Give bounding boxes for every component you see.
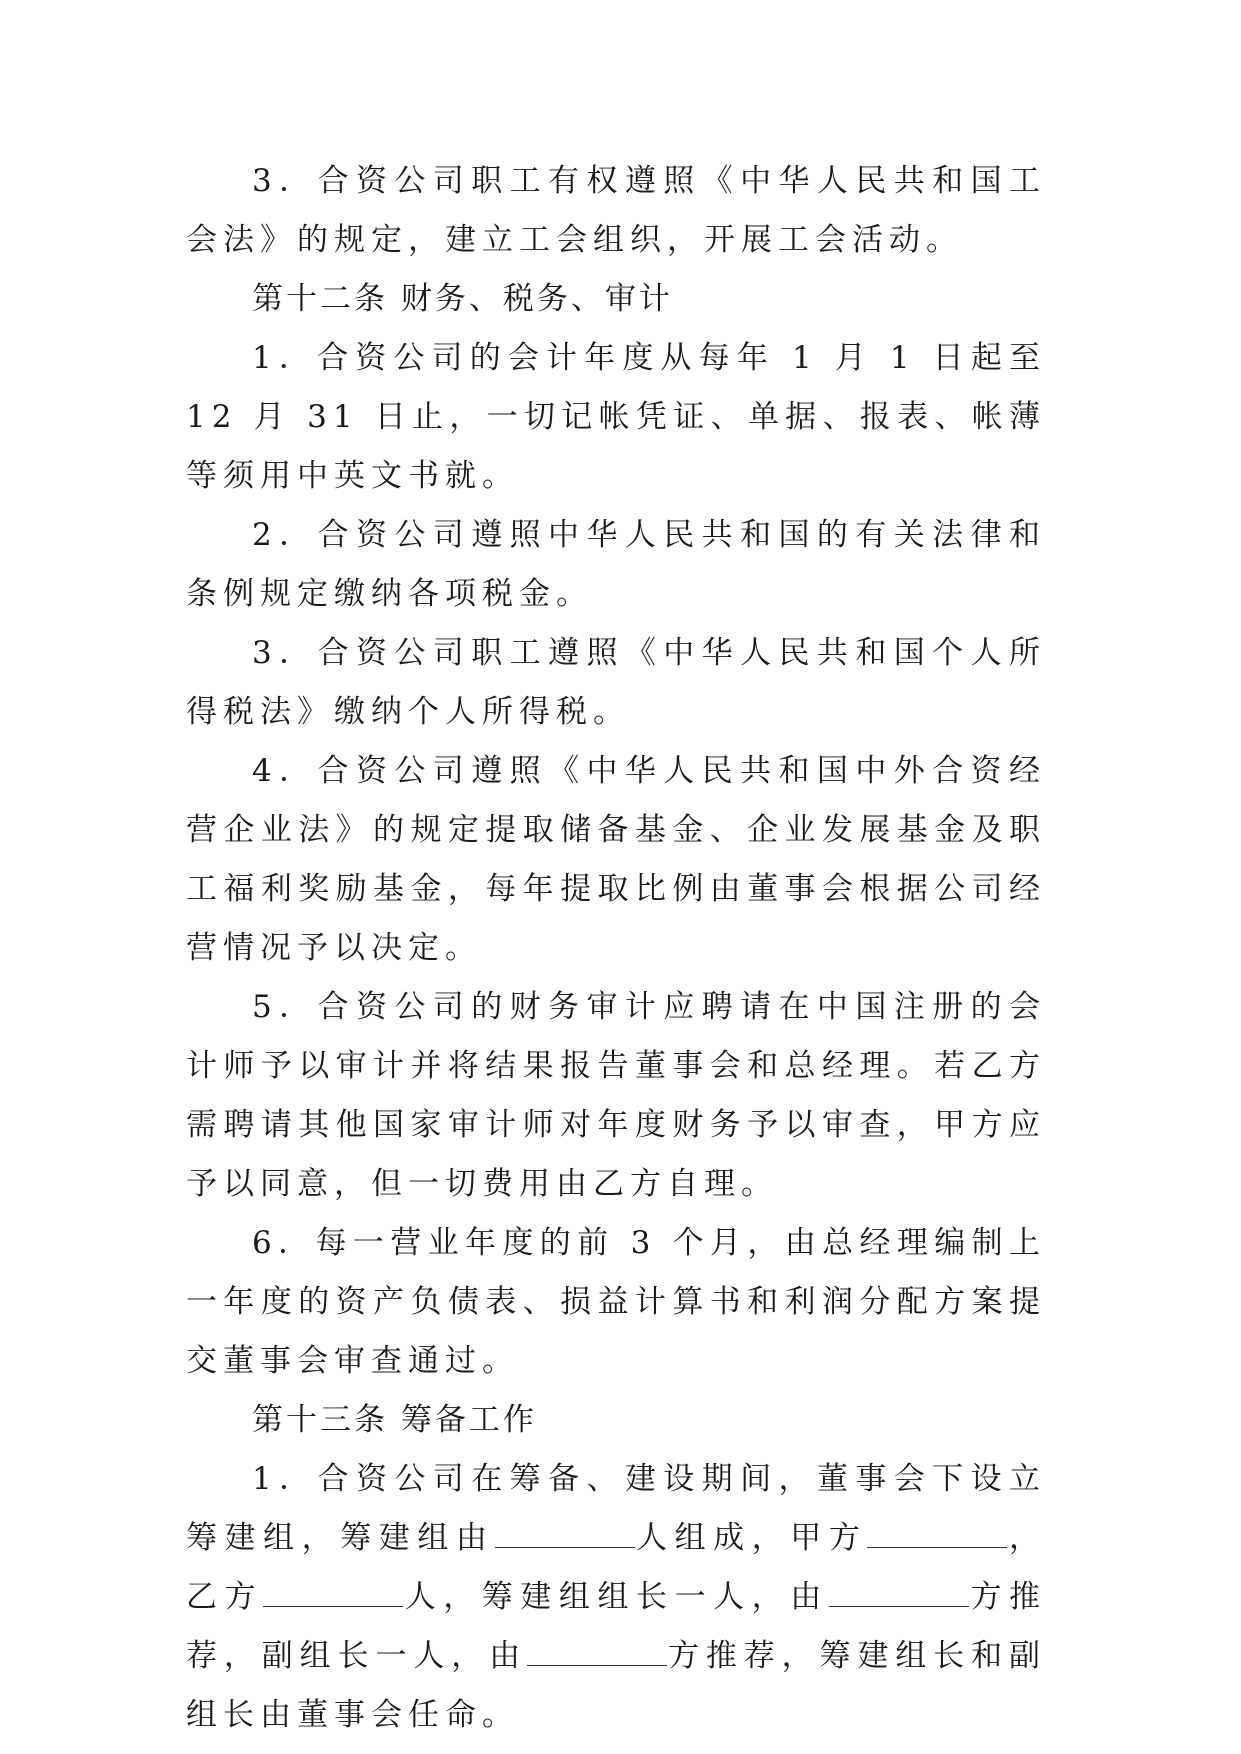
prep-text-1: 1．合资公司在筹备、建设期间，董事会下设立筹建组，筹建组由 (186, 1461, 1046, 1556)
blank-leader-party[interactable] (829, 1580, 969, 1607)
paragraph-reserve-funds: 4．合资公司遵照《中华人民共和国中外合资经营企业法》的规定提取储备基金、企业发展基金及职工福利奖励基金，每年提取比例由董事会根据公司经营情况予以决定。 (186, 753, 1046, 966)
blank-party-a-count[interactable] (867, 1521, 1007, 1548)
paragraph-income-tax: 3．合资公司职工遵照《中华人民共和国个人所得税法》缴纳个人所得税。 (186, 635, 1046, 730)
blank-member-count[interactable] (495, 1521, 635, 1548)
prep-text-6: 方推荐，筹建组长和副组长由董事会任命。 (186, 1638, 1047, 1733)
prep-text-2: 人组成，甲方 (634, 1520, 868, 1556)
prep-text-3: ，乙方 (186, 1520, 1046, 1615)
document-body (186, 152, 1046, 1745)
paragraph-union-rights: 3．合资公司职工有权遵照《中华人民共和国工会法》的规定，建立工会组织，开展工会活动。 (186, 163, 1046, 258)
paragraph-audit: 5．合资公司的财务审计应聘请在中国注册的会计师予以审计并将结果报告董事会和总经理。若乙方需聘请其他国家审计师对年度财务予以审查，甲方应予以同意，但一切费用由乙方自理。 (186, 989, 1046, 1202)
article-13-heading: 第十三条 筹备工作 (252, 1402, 537, 1438)
paragraph-balance-sheet: 6．每一营业年度的前 3 个月，由总经理编制上一年度的资产负债表、损益计算书和利润分配方案提交董事会审查通过。 (186, 1225, 1046, 1379)
article-12-heading: 第十二条 财务、税务、审计 (252, 281, 673, 317)
prep-text-5: 方推荐，副组长一人，由 (186, 1579, 1046, 1674)
blank-party-b-count[interactable] (263, 1580, 403, 1607)
paragraph-preparation-group (186, 1450, 1046, 1745)
blank-deputy-party[interactable] (527, 1639, 667, 1666)
prep-text-4: 人，筹建组组长一人，由 (403, 1579, 829, 1615)
paragraph-taxes: 2．合资公司遵照中华人民共和国的有关法律和条例规定缴纳各项税金。 (186, 517, 1046, 612)
paragraph-fiscal-year: 1．合资公司的会计年度从每年 1 月 1 日起至 12 月 31 日止，一切记帐凭证、单据、报表、帐薄等须用中英文书就。 (186, 340, 1046, 494)
